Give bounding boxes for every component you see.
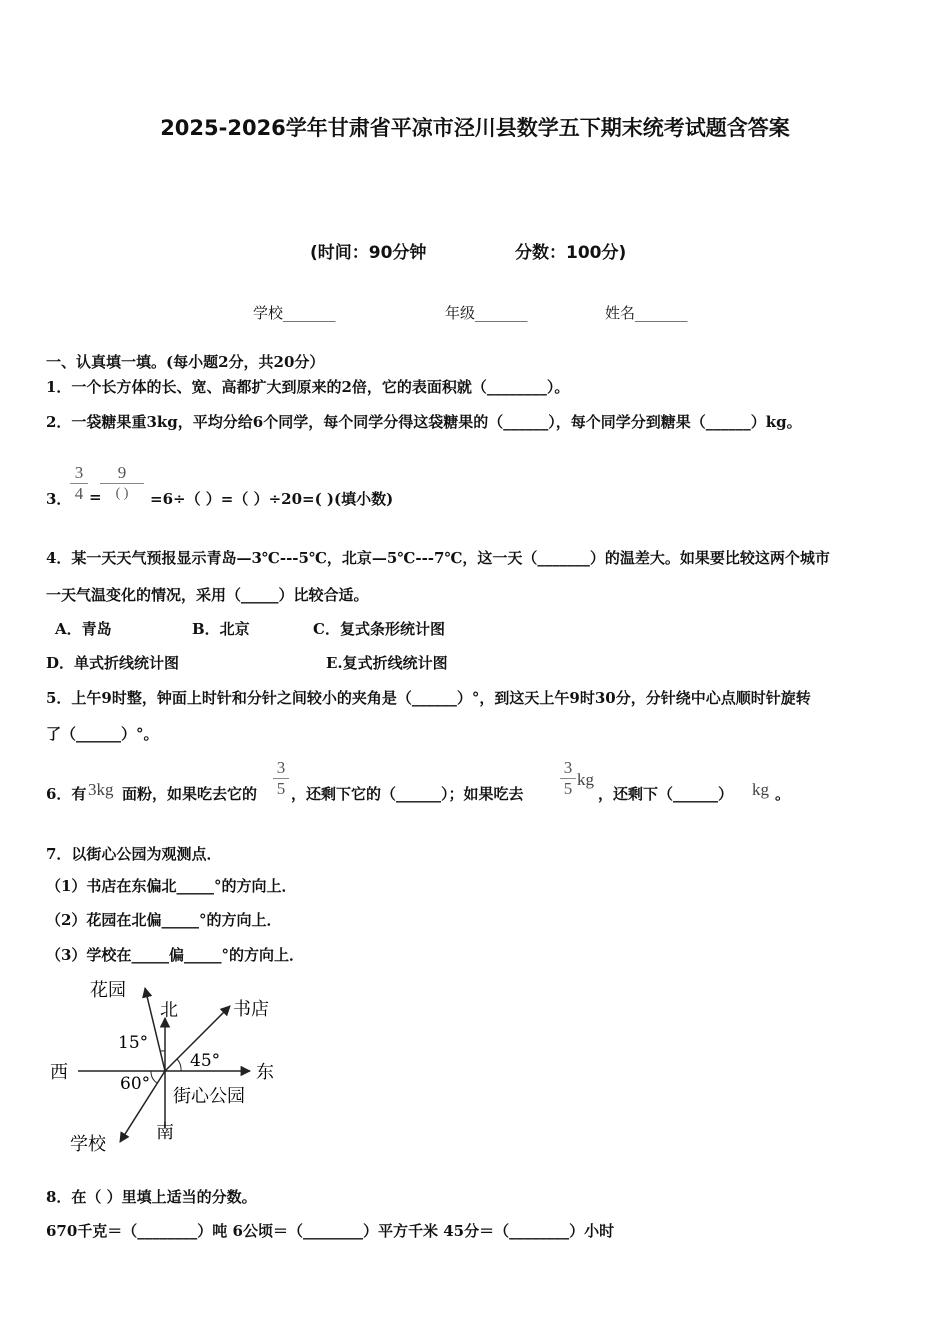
question-5-line-1: 5．上午9时整，钟面上时针和分针之间较小的夹角是（______）°，到这天上午9时30分，分针绕中心点顺时针旋转 xyxy=(46,689,811,707)
name-field: 姓名_______ xyxy=(605,304,688,322)
fraction-denominator: 5 xyxy=(276,779,286,798)
fraction-numerator: 3 xyxy=(563,758,573,777)
section-heading: 一、认真填一填。(每小题2分，共20分） xyxy=(46,353,325,371)
question-7-intro: 7．以街心公园为观测点． xyxy=(46,845,222,863)
angle-arc-45 xyxy=(177,1059,181,1071)
question-7-part-1: （1）书店在东偏北_____°的方向上． xyxy=(46,877,297,895)
question-8-intro: 8．在（ ）里填上适当的分数。 xyxy=(46,1188,257,1206)
label-garden: 花园 xyxy=(90,980,126,1001)
fraction-numerator: 3 xyxy=(276,758,286,777)
page-title: 2025-2026学年甘肃省平凉市泾川县数学五下期末统考试题含答案 xyxy=(160,116,790,140)
question-1: 1．一个长方体的长、宽、高都扩大到原来的2倍，它的表面积就（________）。 xyxy=(46,378,570,396)
label-east: 东 xyxy=(256,1062,274,1083)
label-bookstore: 书店 xyxy=(233,999,269,1020)
label-north: 北 xyxy=(160,1000,178,1021)
option-e: E.复式折线统计图 xyxy=(326,654,448,672)
question-4-line-2: 一天气温变化的情况，采用（_____）比较合适。 xyxy=(46,586,369,604)
question-2: 2．一袋糖果重3kg，平均分给6个同学，每个同学分得这袋糖果的（______），每个同学分到糖果（______）kg。 xyxy=(46,413,802,431)
fraction-3-4 xyxy=(70,463,88,504)
fraction-9-blank xyxy=(100,463,144,504)
option-a: A．青岛 xyxy=(55,620,112,638)
fraction-denominator: 4 xyxy=(74,484,84,503)
question-3-number: 3． xyxy=(46,490,72,508)
fraction-3-5 xyxy=(273,758,289,799)
label-school: 学校 xyxy=(70,1134,106,1155)
school-field: 学校_______ xyxy=(253,304,336,322)
label-west: 西 xyxy=(50,1062,68,1083)
question-5-line-2: 了（______）°。 xyxy=(46,725,159,743)
question-6-end: 。 xyxy=(775,785,791,803)
fraction-denominator: ( ) xyxy=(115,486,129,501)
question-6-part-b: 面粉，如果吃去它的 xyxy=(122,785,258,803)
unit-kg: kg xyxy=(752,780,769,799)
grade-field: 年级_______ xyxy=(445,304,528,322)
option-d: D．单式折线统计图 xyxy=(46,654,180,672)
question-7-part-2: （2）花园在北偏_____°的方向上． xyxy=(46,911,282,929)
question-4-line-1: 4．某一天天气预报显示青岛—3℃---5℃，北京—5℃---7℃，这一天（_______）的温差大。如果要比较这两个城市 xyxy=(46,549,830,567)
label-park: 街心公园 xyxy=(173,1086,245,1107)
label-angle-15: 15° xyxy=(118,1033,149,1053)
label-angle-60: 60° xyxy=(120,1074,151,1094)
exam-time: (时间：90分钟 xyxy=(310,243,427,263)
fraction-numerator: 3 xyxy=(74,463,84,482)
exam-score: 分数：100分) xyxy=(515,243,627,263)
question-7-part-3: （3）学校在_____偏_____°的方向上． xyxy=(46,946,304,964)
fraction-denominator: 5 xyxy=(563,779,573,798)
fraction-3-5-kg xyxy=(560,758,576,799)
question-6-start: 6．有 xyxy=(46,785,87,803)
option-c: C．复式条形统计图 xyxy=(313,620,445,638)
question-6-part-d: ，还剩下（______） xyxy=(598,785,734,803)
quantity-3kg: 3kg xyxy=(88,780,114,799)
unit-kg: kg xyxy=(577,770,594,789)
label-south: 南 xyxy=(156,1122,174,1143)
question-3-rest: =6÷（ ）=（ ）÷20=( )(填小数) xyxy=(150,490,394,508)
fraction-numerator: 9 xyxy=(117,463,127,482)
option-b: B．北京 xyxy=(192,620,250,638)
question-8-line: 670千克＝（________）吨 6公顷＝（________）平方千米 45分＝（________）小时 xyxy=(46,1222,615,1240)
question-3-equals: = xyxy=(89,488,102,506)
question-6-part-c: ，还剩下它的（______）；如果吃去 xyxy=(291,785,524,803)
direction-diagram xyxy=(40,970,300,1160)
label-angle-45: 45° xyxy=(190,1051,221,1071)
angle-arc-60 xyxy=(151,1071,157,1083)
